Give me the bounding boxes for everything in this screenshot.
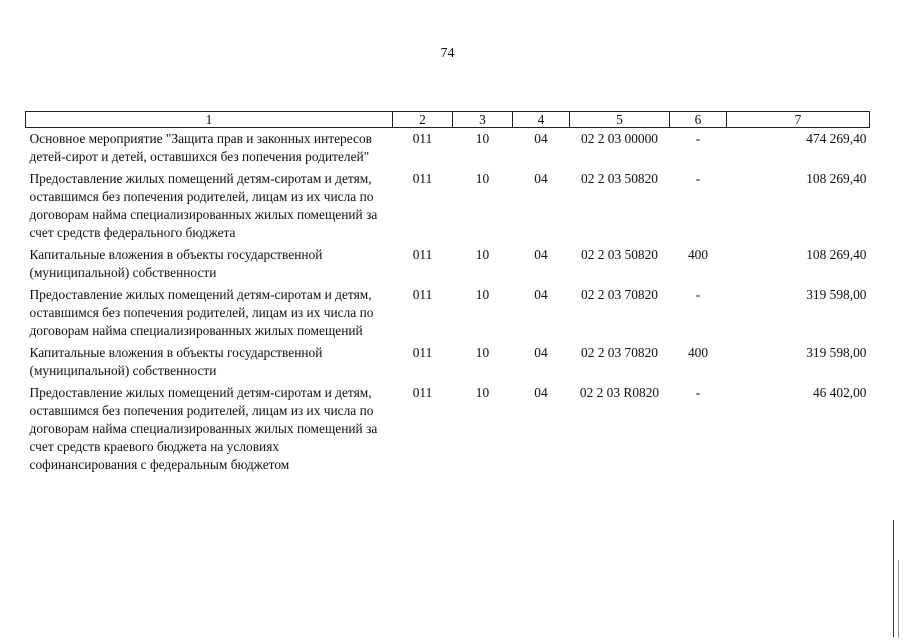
table-row <box>26 128 870 169</box>
row-ministry-code: 011 <box>412 385 433 400</box>
row-subsection: 04 <box>534 345 548 360</box>
row-target-article: 02 2 03 R0820 <box>579 385 660 400</box>
row-target-article: 02 2 03 50820 <box>581 171 658 186</box>
scan-margin-line-faint <box>898 560 899 638</box>
row-section: 10 <box>475 131 490 146</box>
row-expense-type: - <box>695 287 701 302</box>
row-name: Предоставление жилых помещений детям-сиротам и детям, оставшимся без попечения родителей, лицам из их числа по договорам найма специализированных жилых помещений за счет средств федерального бюджета <box>29 171 378 240</box>
table-row <box>26 284 870 342</box>
row-name: Предоставление жилых помещений детям-сиротам и детям, оставшимся без попечения родителей, лицам из их числа по договорам найма специализированных жилых помещений за счет средств краевого бюджета на условиях софинансирования с федеральным бюджетом <box>29 385 378 472</box>
header-col-5: 5 <box>570 112 670 128</box>
row-expense-type: - <box>695 131 701 146</box>
row-section: 10 <box>475 171 490 186</box>
row-amount: 46 402,00 <box>812 385 867 400</box>
row-subsection: 04 <box>534 385 548 400</box>
table-row <box>26 168 870 244</box>
table-row <box>26 244 870 284</box>
row-target-article: 02 2 03 50820 <box>581 247 658 262</box>
budget-table <box>25 111 870 476</box>
table-row <box>26 342 870 382</box>
header-row <box>26 112 870 128</box>
header-col-1: 1 <box>26 112 393 128</box>
row-name: Капитальные вложения в объекты государственной (муниципальной) собственности <box>29 247 323 280</box>
row-ministry-code: 011 <box>412 345 433 360</box>
scan-margin-line <box>893 520 894 637</box>
row-amount: 474 269,40 <box>806 131 867 146</box>
row-expense-type: - <box>695 385 701 400</box>
header-col-3: 3 <box>453 112 513 128</box>
header-col-7: 7 <box>727 112 870 128</box>
row-target-article: 02 2 03 70820 <box>581 345 658 360</box>
row-ministry-code: 011 <box>412 131 433 146</box>
row-expense-type: - <box>695 171 701 186</box>
row-subsection: 04 <box>534 287 548 302</box>
row-section: 10 <box>475 385 490 400</box>
row-subsection: 04 <box>534 131 548 146</box>
row-ministry-code: 011 <box>412 171 433 186</box>
page-number: 74 <box>440 46 455 61</box>
row-section: 10 <box>475 247 490 262</box>
row-section: 10 <box>475 345 490 360</box>
row-ministry-code: 011 <box>412 247 433 262</box>
row-expense-type: 400 <box>687 345 709 360</box>
row-name: Предоставление жилых помещений детям-сиротам и детям, оставшимся без попечения родителей, лицам из их числа по договорам найма специализированных жилых помещений <box>29 287 374 338</box>
row-target-article: 02 2 03 70820 <box>581 287 658 302</box>
header-col-4: 4 <box>513 112 570 128</box>
table-row <box>26 382 870 476</box>
row-amount: 319 598,00 <box>806 287 867 302</box>
row-amount: 108 269,40 <box>806 247 867 262</box>
row-amount: 319 598,00 <box>806 345 867 360</box>
row-amount: 108 269,40 <box>806 171 867 186</box>
row-subsection: 04 <box>534 247 548 262</box>
row-ministry-code: 011 <box>412 287 433 302</box>
row-name: Капитальные вложения в объекты государственной (муниципальной) собственности <box>29 345 323 378</box>
row-name: Основное мероприятие "Защита прав и законных интересов детей-сирот и детей, оставшихся без попечения родителей" <box>29 131 372 164</box>
header-col-2: 2 <box>393 112 453 128</box>
row-expense-type: 400 <box>687 247 709 262</box>
row-target-article: 02 2 03 00000 <box>581 131 658 146</box>
row-subsection: 04 <box>534 171 548 186</box>
header-col-6: 6 <box>670 112 727 128</box>
row-section: 10 <box>475 287 490 302</box>
